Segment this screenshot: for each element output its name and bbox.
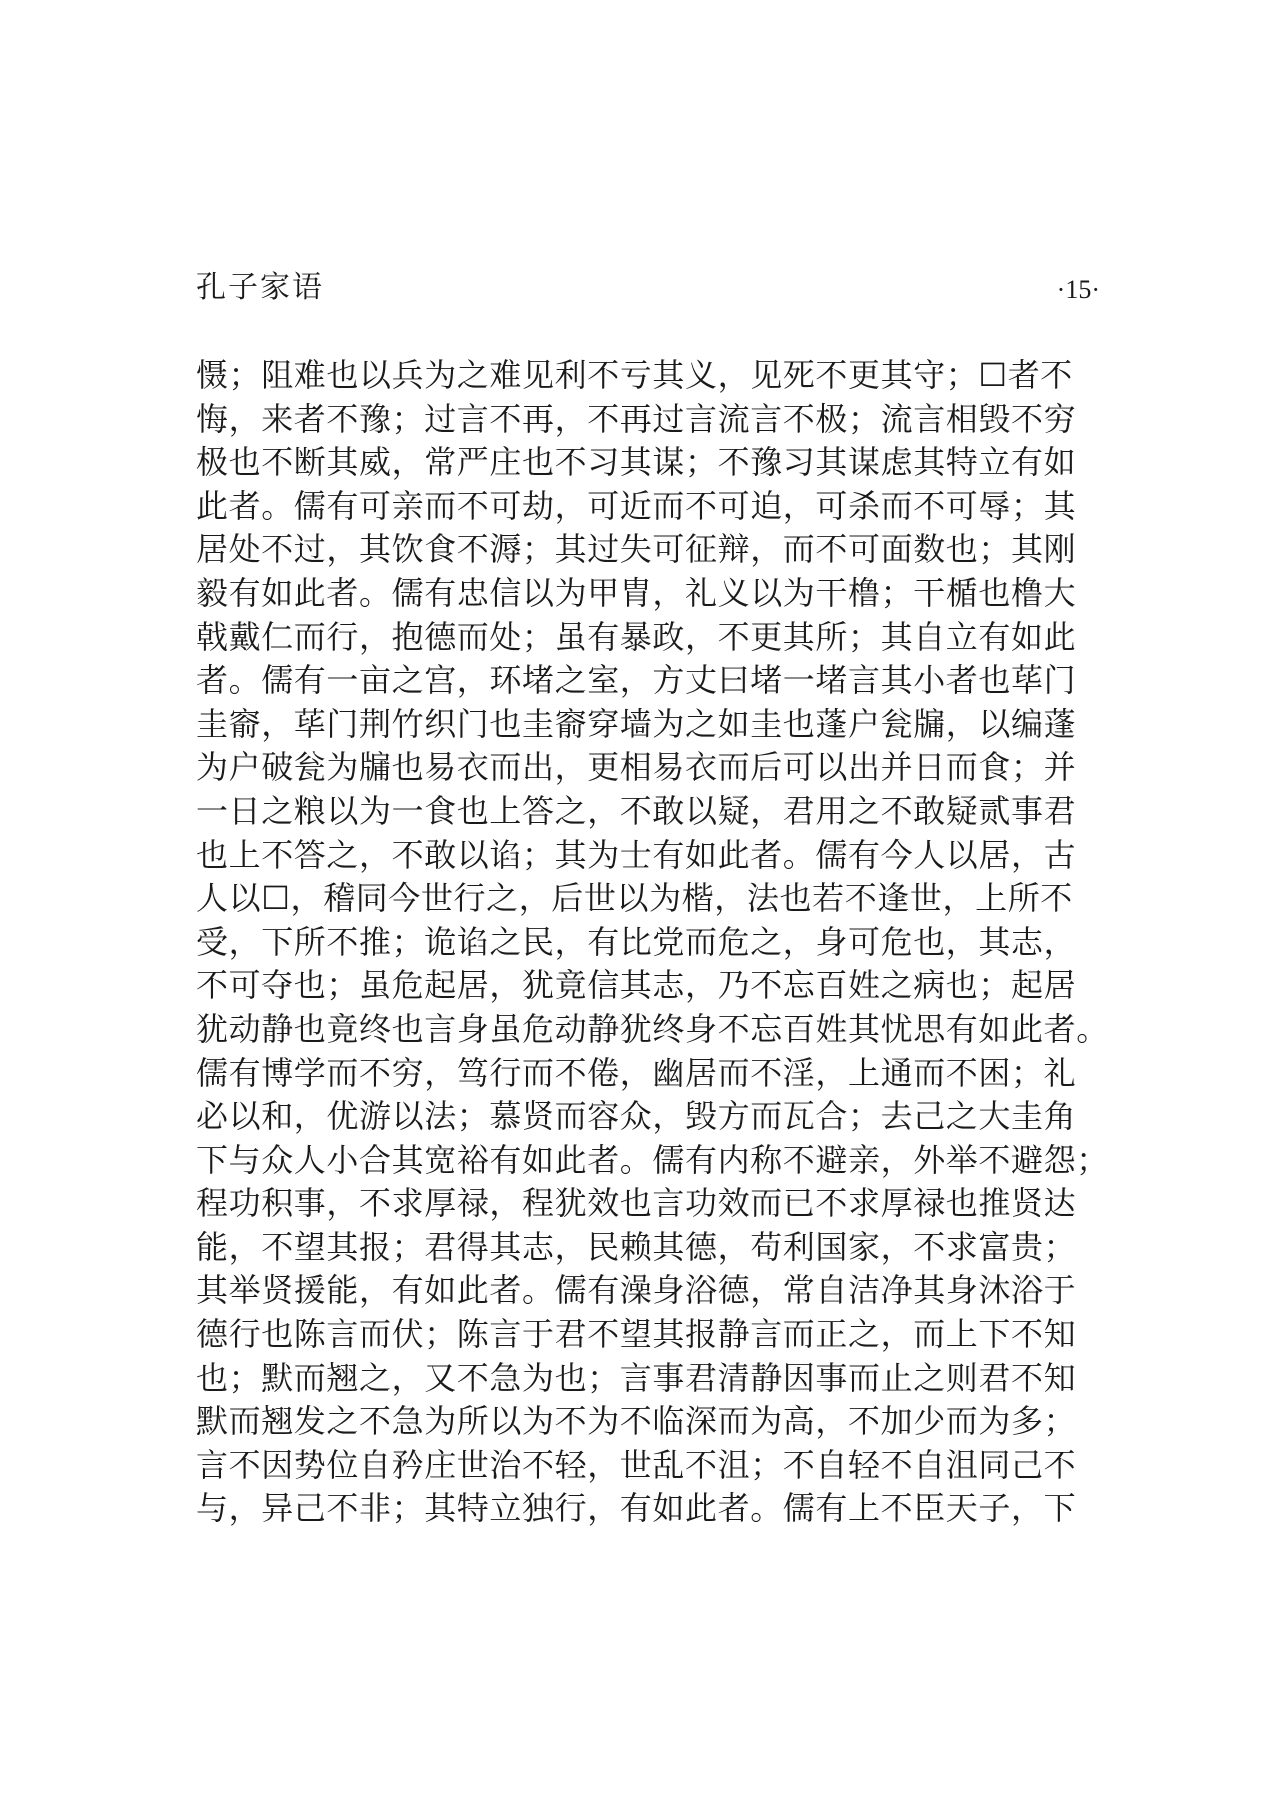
text-line: 毅有如此者。儒有忠信以为甲胄，礼义以为干橹；干楯也橹大 xyxy=(196,573,1077,612)
text-line: 必以和，优游以法；慕贤而容众，毁方而瓦合；去己之大圭角 xyxy=(196,1097,1077,1136)
text-line: 能，不望其报；君得其志，民赖其德，苟利国家，不求富贵； xyxy=(196,1227,1077,1266)
text-line: 程功积事，不求厚禄，程犹效也言功效而已不求厚禄也推贤达 xyxy=(196,1184,1077,1223)
text-line: 下与众人小合其宽裕有如此者。儒有内称不避亲，外举不避怨； xyxy=(196,1140,1109,1179)
text-line: 儒有博学而不穷，笃行而不倦，幽居而不淫，上通而不困；礼 xyxy=(196,1053,1077,1092)
text-line: 悔，来者不豫；过言不再，不再过言流言不极；流言相毁不穷 xyxy=(196,399,1077,438)
text-line: 圭窬，荜门荆竹织门也圭窬穿墙为之如圭也蓬户瓮牖，以编蓬 xyxy=(196,704,1077,743)
text-line: 为户破瓮为牖也易衣而出，更相易衣而后可以出并日而食；并 xyxy=(196,748,1077,787)
text-line: 也上不答之，不敢以谄；其为士有如此者。儒有今人以居，古 xyxy=(196,835,1077,874)
text-line: 一日之粮以为一食也上答之，不敢以疑，君用之不敢疑贰事君 xyxy=(196,791,1077,830)
text-line: 言不因势位自矜庄世治不轻，世乱不沮；不自轻不自沮同己不 xyxy=(196,1445,1077,1484)
text-line: 者。儒有一亩之宫，环堵之室，方丈曰堵一堵言其小者也荜门 xyxy=(196,661,1077,700)
text-line: 也；默而翘之，又不急为也；言事君清静因事而止之则君不知 xyxy=(196,1358,1077,1397)
text-line: 与，异己不非；其特立独行，有如此者。儒有上不臣天子，下 xyxy=(196,1489,1077,1528)
text-line: 极也不断其威，常严庄也不习其谋；不豫习其谋虑其特立有如 xyxy=(196,443,1077,482)
text-line: 人以☐，稽同今世行之，后世以为楷，法也若不逢世，上所不 xyxy=(196,879,1073,918)
text-line: 犹动静也竟终也言身虽危动静犹终身不忘百姓其忧思有如此者。 xyxy=(196,1009,1109,1048)
page-number: ·15· xyxy=(1056,275,1100,304)
text-line: 默而翘发之不急为所以为不为不临深而为高，不加少而为多； xyxy=(196,1402,1077,1441)
text-line: 戟戴仁而行，抱德而处；虽有暴政，不更其所；其自立有如此 xyxy=(196,617,1077,656)
text-line: 受，下所不推；诡谄之民，有比党而危之，身可危也，其志， xyxy=(196,922,1077,961)
body-text xyxy=(196,354,1116,1531)
text-line: 居处不过，其饮食不溽；其过失可征辩，而不可面数也；其刚 xyxy=(196,530,1077,569)
text-line: 慑；阻难也以兵为之难见利不亏其义，见死不更其守；☐者不 xyxy=(196,356,1073,394)
running-title: 孔子家语 xyxy=(196,270,324,305)
text-line: 德行也陈言而伏；陈言于君不望其报静言而正之，而上下不知 xyxy=(196,1315,1077,1354)
text-line: 此者。儒有可亲而不可劫，可近而不可迫，可杀而不可辱；其 xyxy=(196,486,1077,525)
text-line: 其举贤援能，有如此者。儒有澡身浴德，常自洁净其身沐浴于 xyxy=(196,1271,1077,1310)
text-line: 不可夺也；虽危起居，犹竟信其志，乃不忘百姓之病也；起居 xyxy=(196,966,1077,1005)
